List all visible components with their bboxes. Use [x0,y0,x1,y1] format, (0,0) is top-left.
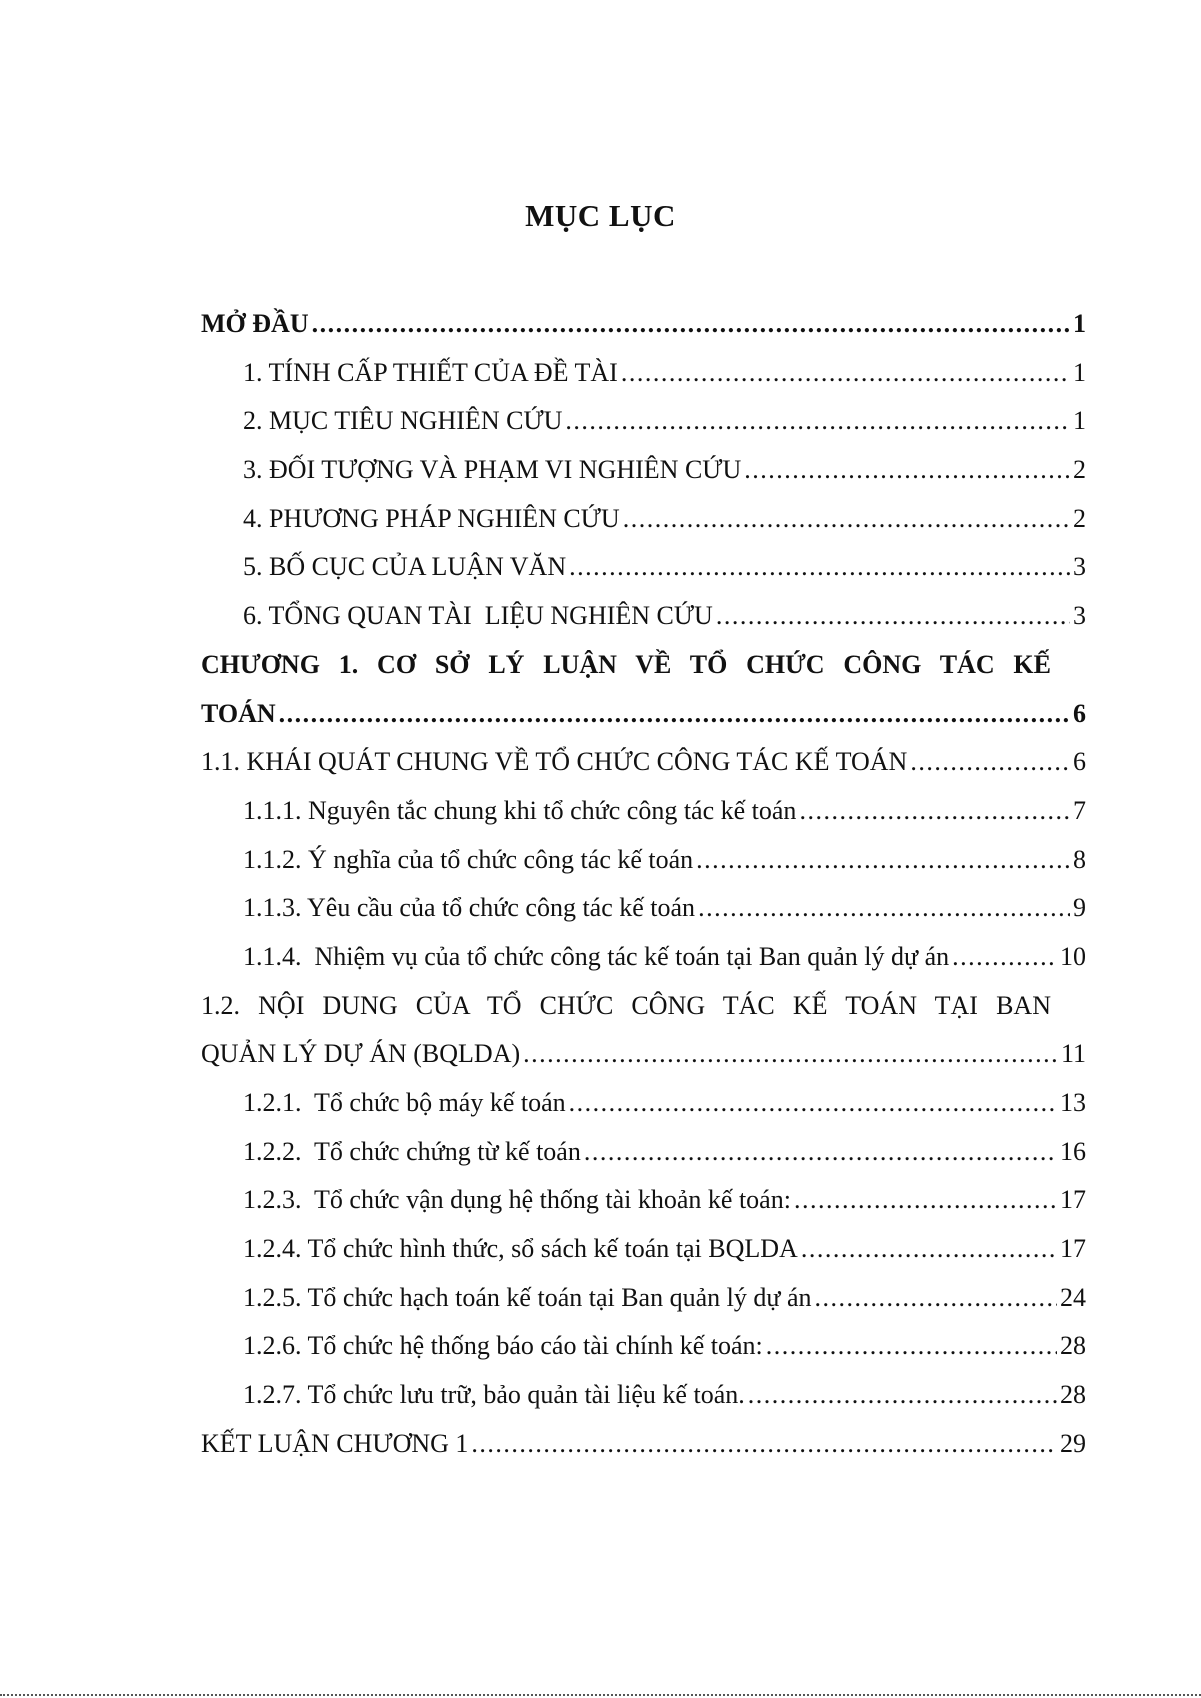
toc-entry-text: 1.1.3. Yêu cầu của tổ chức công tác kế toán [243,893,696,923]
toc-entry[interactable] [201,933,1086,982]
toc-entry-page: 7 [1073,795,1086,825]
toc-entry-page: 16 [1060,1136,1086,1166]
dot-leader [471,1420,1057,1469]
dot-leader [698,884,1070,933]
toc-entry-page: 9 [1073,893,1086,923]
toc-entry[interactable] [201,397,1086,446]
toc-entry[interactable] [201,300,1086,349]
toc-entry[interactable] [201,1128,1086,1177]
bottom-dotted-rule [0,1694,1201,1696]
dot-leader [716,592,1070,641]
toc-entry-page: 24 [1060,1282,1086,1312]
toc-entry-page: 8 [1073,844,1086,874]
toc-entry[interactable] [201,543,1086,592]
toc-entry-page: 28 [1060,1380,1086,1410]
toc-entry[interactable] [201,884,1086,933]
toc-entry[interactable] [201,1371,1086,1420]
toc-entry-text: 1.2.5. Tổ chức hạch toán kế toán tại Ban quản lý dự án [243,1282,812,1312]
toc-entry-page: 1 [1073,406,1086,436]
dot-leader [952,933,1057,982]
dot-leader [696,836,1070,885]
toc-entry[interactable] [201,495,1086,544]
toc-entry[interactable] [201,446,1086,495]
toc-entry[interactable] [201,1274,1086,1323]
toc-entry-page: 1 [1073,357,1086,387]
dot-leader [794,1176,1057,1225]
toc-entry-text: 1.2.4. Tổ chức hình thức, sổ sách kế toán tại BQLDA [243,1234,798,1264]
toc-entry-text: TOÁN [201,698,276,728]
toc-entry[interactable] [201,690,1086,739]
toc-entry[interactable] [201,1322,1086,1371]
toc-entry-text: 5. BỐ CỤC CỦA LUẬN VĂN [243,552,567,582]
dot-leader [569,543,1070,592]
toc-entry[interactable] [201,1420,1086,1469]
dot-leader [584,1128,1057,1177]
toc-entry-page: 2 [1073,455,1086,485]
toc-entry[interactable] [201,1030,1086,1079]
dot-leader [748,1371,1057,1420]
toc-entry[interactable] [201,1225,1086,1274]
dot-leader [801,1225,1057,1274]
toc-entry[interactable] [201,592,1086,641]
dot-leader [766,1322,1057,1371]
toc-entry-text: KẾT LUẬN CHƯƠNG 1 [201,1428,469,1458]
dot-leader [910,738,1070,787]
toc-entry-page: 17 [1060,1185,1086,1215]
dot-leader [569,1079,1057,1128]
toc-entry-page: 29 [1060,1428,1086,1458]
toc-entry-page: 6 [1073,698,1086,728]
toc-entry-chapter-heading[interactable]: CHƯƠNG 1. CƠ SỞ LÝ LUẬN VỀ TỔ CHỨC CÔNG TÁC KẾ [201,649,1051,679]
toc-entry-page: 1 [1073,309,1086,338]
toc-entry-page: 6 [1073,747,1086,777]
toc-entry-page: 2 [1073,503,1086,533]
toc-title: MỤC LỤC [525,198,676,233]
toc-entry-text: 1.2.7. Tổ chức lưu trữ, bảo quản tài liệu kế toán. [243,1380,745,1410]
toc-entry[interactable] [201,1176,1086,1225]
toc-entry-text: QUẢN LÝ DỰ ÁN (BQLDA) [201,1039,521,1069]
toc-entry[interactable] [201,1079,1086,1128]
dot-leader [312,300,1070,349]
toc-entry-text: MỞ ĐẦU [201,309,309,338]
toc-entry-text: 1.2.6. Tổ chức hệ thống báo cáo tài chính kế toán: [243,1331,763,1361]
dot-leader [523,1030,1058,1079]
dot-leader [623,495,1070,544]
toc-entry-text: 1.1.1. Nguyên tắc chung khi tổ chức công tác kế toán [243,795,797,825]
dot-leader [621,349,1070,398]
toc-entry[interactable] [201,349,1086,398]
toc-entry-page: 11 [1060,1039,1086,1069]
toc-entry-text: 3. ĐỐI TƯỢNG VÀ PHẠM VI NGHIÊN CỨU [243,455,742,485]
toc-entry-text: 6. TỔNG QUAN TÀI LIỆU NGHIÊN CỨU [243,601,713,631]
toc-entry-page: 3 [1073,552,1086,582]
toc-entry[interactable] [201,787,1086,836]
toc-entry-section-heading[interactable]: 1.2. NỘI DUNG CỦA TỔ CHỨC CÔNG TÁC KẾ TOÁN TẠI BAN [201,990,1051,1020]
toc-entry-text: 1.1.2. Ý nghĩa của tổ chức công tác kế toán [243,844,694,874]
toc-entry-text: 1.2.2. Tổ chức chứng từ kế toán [243,1136,581,1166]
table-of-contents [201,300,1086,1469]
toc-entry[interactable] [201,738,1086,787]
toc-entry-page: 10 [1060,941,1086,971]
toc-entry-text: 1.2.1. Tổ chức bộ máy kế toán [243,1088,566,1117]
toc-entry-page: 28 [1060,1331,1086,1361]
toc-entry-text: 2. MỤC TIÊU NGHIÊN CỨU [243,406,563,436]
dot-leader [744,446,1070,495]
toc-entry[interactable] [201,836,1086,885]
toc-entry-text: 1.2.3. Tổ chức vận dụng hệ thống tài khoản kế toán: [243,1185,791,1215]
toc-entry-page: 17 [1060,1234,1086,1264]
dot-leader [565,397,1070,446]
toc-entry-page: 3 [1073,601,1086,631]
toc-entry-page: 13 [1060,1088,1086,1117]
dot-leader [815,1274,1058,1323]
dot-leader [799,787,1070,836]
dot-leader [279,690,1070,739]
toc-entry-text: 1.1. KHÁI QUÁT CHUNG VỀ TỔ CHỨC CÔNG TÁC KẾ TOÁN [201,747,908,777]
toc-entry-text: 4. PHƯƠNG PHÁP NGHIÊN CỨU [243,503,620,533]
toc-entry-text: 1. TÍNH CẤP THIẾT CỦA ĐỀ TÀI [243,357,618,387]
toc-entry-text: 1.1.4. Nhiệm vụ của tổ chức công tác kế toán tại Ban quản lý dự án [243,941,950,971]
